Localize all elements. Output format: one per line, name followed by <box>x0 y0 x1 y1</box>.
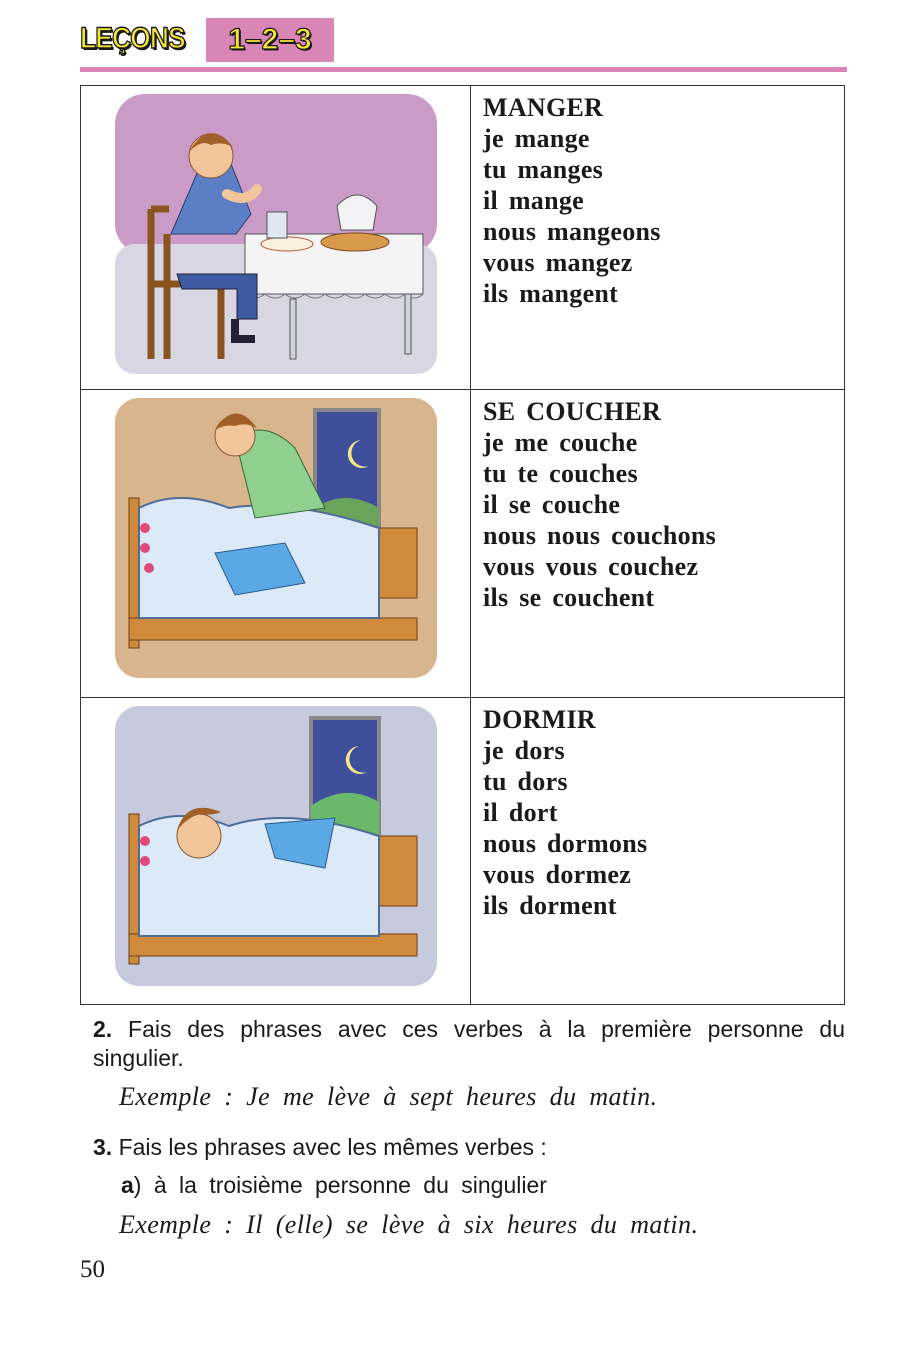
verb-form: nous dormons <box>483 829 648 858</box>
verb-form: nous mangeons <box>483 217 661 246</box>
subitem-text: ) à la troisième personne du singulier <box>133 1172 547 1198</box>
exercise-subitem <box>121 1171 547 1200</box>
lesson-numbers: 1–2–3 <box>206 18 334 62</box>
verb-form: tu te couches <box>483 459 638 488</box>
verb-form: ils dorment <box>483 891 617 920</box>
verb-form: ils se couchent <box>483 583 655 612</box>
verb-form: tu dors <box>483 767 568 796</box>
verb-form: il mange <box>483 186 585 215</box>
verb-form: vous dormez <box>483 860 632 889</box>
verb-infinitive: MANGER <box>483 93 604 122</box>
header-divider <box>80 67 847 72</box>
verb-form: il dort <box>483 798 558 827</box>
boy-eating-icon <box>115 94 437 378</box>
exercise-instruction: Fais les phrases avec les mêmes verbes : <box>118 1134 547 1160</box>
verb-form: il se couche <box>483 490 621 519</box>
verb-form: ils mangent <box>483 279 619 308</box>
subitem-letter: a <box>121 1172 134 1198</box>
exercise-2 <box>93 1015 845 1111</box>
boy-going-to-bed-icon <box>115 398 437 686</box>
verb-form: vous vous couchez <box>483 552 699 581</box>
verb-form: vous mangez <box>483 248 633 277</box>
conjugation-se-coucher <box>471 390 844 697</box>
verb-form: je dors <box>483 736 565 765</box>
exercise-example: Exemple : Je me lève à sept heures du matin. <box>119 1082 658 1111</box>
verb-row-dormir <box>81 698 844 1004</box>
lessons-label: LEÇONS <box>80 22 185 55</box>
verb-row-se-coucher <box>81 390 844 698</box>
exercise-number: 2. <box>93 1016 113 1042</box>
page-number: 50 <box>80 1256 105 1283</box>
boy-sleeping-icon <box>115 706 437 992</box>
verb-form: nous nous couchons <box>483 521 717 550</box>
exercise-example: Exemple : Il (elle) se lève à six heures du matin. <box>119 1210 699 1239</box>
exercise-instruction: Fais des phrases avec ces verbes à la première personne du singulier. <box>93 1016 845 1071</box>
verb-form: je mange <box>483 124 590 153</box>
conjugation-dormir <box>471 698 844 1004</box>
verb-form: tu manges <box>483 155 604 184</box>
exercise-3 <box>93 1133 845 1239</box>
verb-row-manger <box>81 86 844 390</box>
verb-form: je me couche <box>483 428 638 457</box>
conjugation-manger <box>471 86 844 389</box>
verb-infinitive: SE COUCHER <box>483 397 662 426</box>
verb-infinitive: DORMIR <box>483 705 597 734</box>
verb-conjugation-table <box>80 85 845 1005</box>
exercise-number: 3. <box>93 1134 113 1160</box>
